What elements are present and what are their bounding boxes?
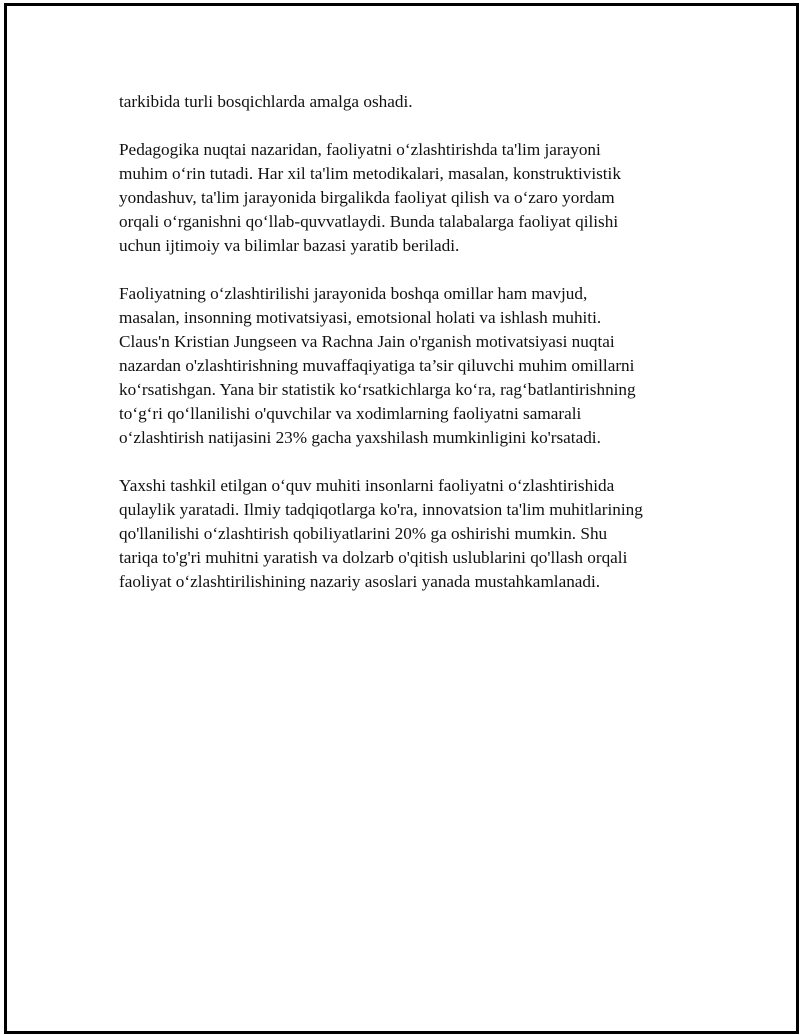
document-page [4, 3, 799, 1034]
paragraph-4 [119, 474, 699, 594]
text-line: uchun ijtimoiy va bilimlar bazasi yaratib beriladi. [119, 236, 460, 255]
text-line: to‘g‘ri qo‘llanilishi o'quvchilar va xodimlarning faoliyatni samarali [119, 404, 582, 423]
text-line: orqali o‘rganishni qo‘llab-quvvatlaydi. Bunda talabalarga faoliyat qilishi [119, 212, 619, 231]
text-line: Faoliyatning o‘zlashtirilishi jarayonida boshqa omillar ham mavjud, [119, 284, 588, 303]
document-body [119, 90, 699, 618]
paragraph-2 [119, 138, 699, 258]
text-line: faoliyat o‘zlashtirilishining nazariy asoslari yanada mustahkamlanadi. [119, 572, 601, 591]
text-line: Yaxshi tashkil etilgan o‘quv muhiti insonlarni faoliyatni o‘zlashtirishida [119, 476, 615, 495]
text-line: muhim o‘rin tutadi. Har xil ta'lim metodikalari, masalan, konstruktivistik [119, 164, 621, 183]
text-line: qulaylik yaratadi. Ilmiy tadqiqotlarga ko'ra, innovatsion ta'lim muhitlarining [119, 500, 643, 519]
text-line: ko‘rsatishgan. Yana bir statistik ko‘rsatkichlarga ko‘ra, rag‘batlantirishning [119, 380, 636, 399]
paragraph-1 [119, 90, 699, 114]
text-line: tariqa to'g'ri muhitni yaratish va dolzarb o'qitish uslublarini qo'llash orqali [119, 548, 628, 567]
paragraph-3 [119, 282, 699, 450]
text-line: qo'llanilishi o‘zlashtirish qobiliyatlarini 20% ga oshirishi mumkin. Shu [119, 524, 608, 543]
text-line: o‘zlashtirish natijasini 23% gacha yaxshilash mumkinligini ko'rsatadi. [119, 428, 601, 447]
text-line: masalan, insonning motivatsiyasi, emotsional holati va ishlash muhiti. [119, 308, 602, 327]
text-line: tarkibida turli bosqichlarda amalga oshadi. [119, 92, 413, 111]
text-line: yondashuv, ta'lim jarayonida birgalikda faoliyat qilish va o‘zaro yordam [119, 188, 615, 207]
text-line: Pedagogika nuqtai nazaridan, faoliyatni o‘zlashtirishda ta'lim jarayoni [119, 140, 601, 159]
text-line: Claus'n Kristian Jungseen va Rachna Jain o'rganish motivatsiyasi nuqtai [119, 332, 615, 351]
text-line: nazardan o'zlashtirishning muvaffaqiyatiga ta’sir qiluvchi muhim omillarni [119, 356, 635, 375]
